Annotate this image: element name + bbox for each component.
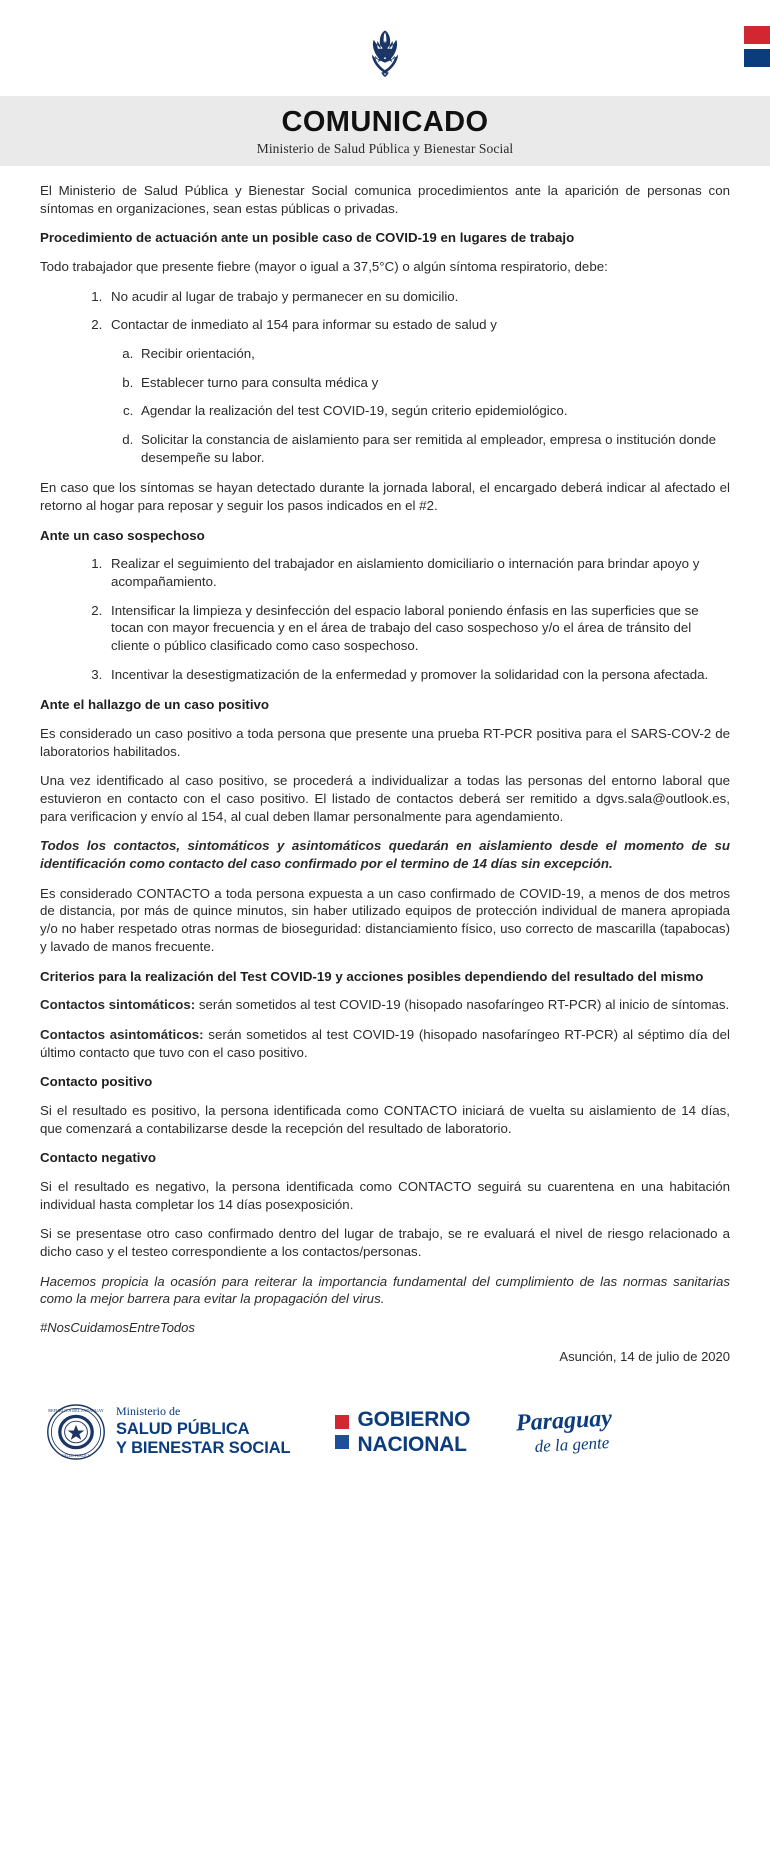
section3-paragraph-3-emphasis: Todos los contactos, sintomáticos y asintomáticos quedarán en aislamiento desde el momento de su identificación como contacto del caso confirmado por el termino de 14 días sin excepción. — [40, 838, 730, 872]
section2-ordered-list — [40, 555, 730, 683]
list-item — [106, 316, 730, 466]
signature-date: Asunción, 14 de julio de 2020 — [559, 1348, 730, 1364]
closing-paragraph: Hacemos propicia la ocasión para reiterar la importancia fundamental del cumplimiento de las normas sanitarias como la mejor barrera para evitar la propagación del virus. — [40, 1273, 730, 1307]
flag-color-tabs — [744, 26, 770, 67]
section1-lead: Todo trabajador que presente fiebre (mayor o igual a 37,5°C) o algún síntoma respiratorio, debe: — [40, 259, 608, 275]
ministry-brand-line1: Ministerio de — [116, 1404, 181, 1419]
gobierno-brand-text — [358, 1409, 471, 1455]
svg-text:REPUBLICA DEL PARAGUAY: REPUBLICA DEL PARAGUAY — [48, 1408, 104, 1414]
section4-paragraph-2-rest: serán sometidos al test COVID-19 (hisopado nasofaríngeo RT-PCR) al séptimo día del último contacto que tuvo con el caso positivo. — [40, 1026, 731, 1060]
section1-after-paragraph: En caso que los síntomas se hayan detectado durante la jornada laboral, el encargado deberá indicar al afectado el retorno al hogar para reposar y seguir los pasos indicados en el #2. — [40, 480, 730, 514]
list-item: b. Establecer turno para consulta médica y — [137, 374, 730, 392]
gobierno-line2: NACIONAL — [357, 1432, 467, 1456]
section4-paragraph-2 — [40, 1026, 730, 1061]
paraguay-de-la-gente-lockup — [515, 1405, 613, 1457]
document-footer — [0, 1384, 770, 1480]
gobierno-line1: GOBIERNO — [357, 1407, 471, 1431]
section1-ordered-list — [40, 288, 730, 467]
ministry-brand-lockup — [46, 1402, 291, 1462]
section-heading-caso-sospechoso: Ante un caso sospechoso — [40, 527, 205, 543]
section-heading-procedimiento: Procedimiento de actuación ante un posible caso de COVID-19 en lugares de trabajo — [40, 230, 575, 246]
section2-list-block — [40, 555, 730, 683]
section-heading-contacto-positivo: Contacto positivo — [40, 1074, 153, 1090]
list-item: 1. No acudir al lugar de trabajo y permanecer en su domicilio. — [106, 288, 730, 306]
flag-blue-tab — [744, 49, 770, 67]
svg-text:SALUD PUBLICA: SALUD PUBLICA — [61, 1454, 91, 1459]
label-contactos-sintomaticos: Contactos sintomáticos: — [40, 997, 196, 1013]
gobierno-blue-square-icon — [335, 1435, 349, 1449]
gobierno-red-square-icon — [335, 1415, 349, 1429]
document-header — [0, 0, 770, 96]
ministry-brand-line2: SALUD PÚBLICA — [116, 1419, 250, 1438]
document-body — [0, 166, 770, 1364]
hashtag-text: #NosCuidamosEntreTodos — [40, 1319, 195, 1335]
section3-paragraph-2: Una vez identificado al caso positivo, se procederá a individualizar a todas las personas del entorno laboral que estuvieron en contacto con el caso positivo. El listado de contactos deberá ser remitido a dgvs.sala@outlook.es, para verificacion y envío al 154, al cual deben llamar personalmente para agendamiento. — [40, 773, 730, 824]
page-subtitle: Ministerio de Salud Pública y Bienestar Social — [256, 140, 514, 156]
label-contactos-asintomaticos: Contactos asintomáticos: — [40, 1026, 204, 1042]
gobierno-squares — [335, 1415, 349, 1449]
ministry-brand-line3: Y BIENESTAR SOCIAL — [116, 1439, 291, 1457]
section-heading-criterios-test: Criterios para la realización del Test COVID-19 y acciones posibles dependiendo del resultado del mismo — [40, 968, 704, 984]
list-item-text: Contactar de inmediato al 154 para informar su estado de salud y — [111, 317, 497, 333]
list-item: a. Recibir orientación, — [137, 345, 730, 363]
ministry-seal-icon — [46, 1402, 106, 1462]
section3-paragraph-1: Es considerado un caso positivo a toda persona que presente una prueba RT-PCR positiva para el SARS-COV-2 de laboratorios habilitados. — [40, 726, 730, 759]
section4-paragraph-1 — [40, 996, 730, 1014]
title-band — [0, 96, 770, 166]
paraguay-script-line1: Paraguay — [515, 1405, 613, 1437]
section-heading-caso-positivo: Ante el hallazgo de un caso positivo — [40, 697, 270, 713]
gobierno-nacional-lockup — [335, 1409, 471, 1455]
section1-sub-list — [111, 345, 730, 466]
intro-paragraph: El Ministerio de Salud Pública y Bienestar Social comunica procedimientos ante la aparición de personas con síntomas en organizaciones, sean estas públicas o privadas. — [40, 183, 730, 216]
section-heading-contacto-negativo: Contacto negativo — [40, 1150, 156, 1166]
list-item: c. Agendar la realización del test COVID-19, según criterio epidemiológico. — [137, 402, 730, 420]
flag-red-tab — [744, 26, 770, 44]
section4-paragraph-1-rest: serán sometidos al test COVID-19 (hisopado nasofaríngeo RT-PCR) al inicio de síntomas. — [195, 997, 730, 1013]
section6-paragraph-2: Si se presentase otro caso confirmado dentro del lugar de trabajo, se re evaluará el nivel de riesgo relacionado a dicho caso y el testeo correspondiente a los contactos/personas. — [40, 1226, 730, 1259]
ministry-brand-text — [116, 1405, 291, 1458]
section5-paragraph-1: Si el resultado es positivo, la persona identificada como CONTACTO iniciará de vuelta su aislamiento de 14 días, que comenzará a contabilizarse desde la recepción del resultado de laboratorio. — [40, 1102, 730, 1136]
section1-list-block — [40, 288, 730, 467]
paraguay-script-line2: de la gente — [534, 1433, 610, 1457]
section6-paragraph-1: Si el resultado es negativo, la persona identificada como CONTACTO seguirá su cuarentena en una habitación individual hasta completar los 14 días posexposición. — [40, 1178, 730, 1212]
list-item: d. Solicitar la constancia de aislamiento para ser remitida al empleador, empresa o institución donde desempeñe su labor. — [137, 431, 730, 466]
list-item: 2. Intensificar la limpieza y desinfección del espacio laboral poniendo énfasis en las superficies que se tocan con mayor frecuencia y en el área de trabajo del caso sospechoso y/o el área de tránsito del cliente o público clasificado como caso sospechoso. — [106, 602, 730, 655]
paraguay-coat-of-arms-icon — [354, 22, 416, 86]
list-item: 3. Incentivar la desestigmatización de la enfermedad y promover la solidaridad con la persona afectada. — [106, 666, 730, 684]
page-title: COMUNICADO — [281, 106, 489, 138]
section3-paragraph-4: Es considerado CONTACTO a toda persona expuesta a un caso confirmado de COVID-19, a menos de dos metros de distancia, por más de quince minutos, sin haber utilizado equipos de protección individual de manera apropiada y/o no haber respetado otras normas de bioseguridad: distanciamiento físico, uso correcto de mascarilla (tapabocas) y lavado de manos frecuente. — [40, 885, 730, 954]
list-item: 1. Realizar el seguimiento del trabajador en aislamiento domiciliario o internación para brindar apoyo y acompañamiento. — [106, 555, 730, 590]
